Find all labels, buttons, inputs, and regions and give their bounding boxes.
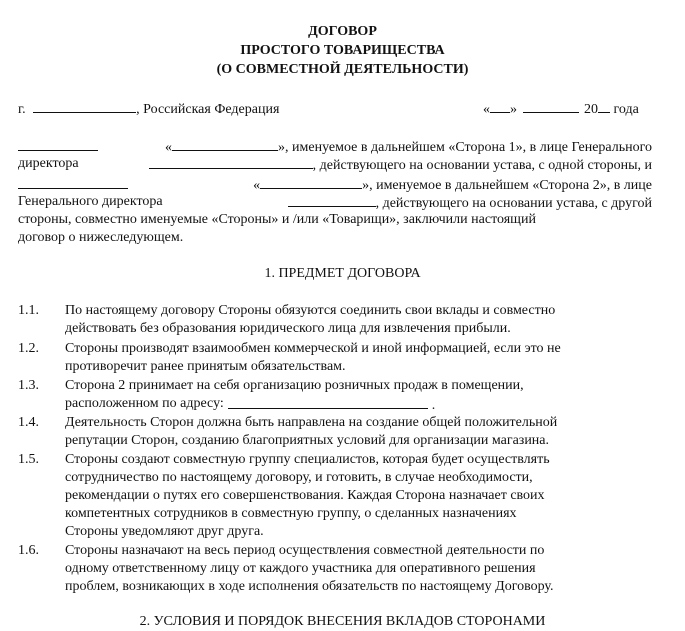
place-line — [18, 99, 279, 119]
preamble-text: стороны, совместно именуемые «Стороны» и /или «Товарищи», заключили настоящий — [18, 212, 536, 227]
address-blank — [228, 395, 428, 409]
preamble-text: директора — [18, 156, 79, 171]
clause-line — [65, 542, 651, 560]
doc-title-line3: (О СОВМЕСТНОЙ ДЕЯТЕЛЬНОСТИ) — [216, 62, 469, 77]
clause-text: . — [431, 398, 436, 413]
clause-text: репутации Сторон, созданию благоприятных условий для организации магазина. — [65, 433, 550, 448]
date-line — [483, 99, 639, 119]
clause-line — [65, 560, 651, 578]
year-suffix: года — [613, 102, 639, 117]
clause-line — [65, 340, 651, 358]
party1-director-blank — [149, 155, 313, 169]
clause-line — [65, 414, 651, 432]
preamble-line-1 — [18, 137, 652, 157]
clause-number: 1.3. — [18, 378, 39, 393]
clause-number: 1.6. — [18, 543, 39, 558]
clause-text: Деятельность Сторон должна быть направлена на создание общей положительной — [65, 415, 558, 430]
clause-line — [65, 487, 651, 505]
clause-line — [65, 469, 651, 487]
party2-director-blank — [288, 193, 376, 207]
clause-text: расположенном по адресу: — [65, 396, 224, 411]
clause-number: 1.4. — [18, 415, 39, 430]
party1-name-blank — [18, 137, 98, 151]
clause-text: сотрудничество по настоящему договору, и готовить, в случае необходимости, — [65, 470, 533, 485]
clause-line — [65, 320, 651, 338]
clause-text: Стороны назначают на весь период осуществления совместной деятельности по — [65, 543, 545, 558]
clause-line — [65, 505, 651, 523]
clause-line — [65, 432, 651, 450]
doc-title-line2: ПРОСТОГО ТОВАРИЩЕСТВА — [240, 43, 445, 58]
clause-number: 1.1. — [18, 303, 39, 318]
year-blank — [598, 99, 610, 113]
section-heading-2: 2. УСЛОВИЯ И ПОРЯДОК ВНЕСЕНИЯ ВКЛАДОВ СТОРОНАМИ — [139, 614, 546, 629]
clause-text: Стороны уведомляют друг друга. — [65, 524, 264, 539]
city-blank — [33, 99, 136, 113]
preamble-line-6: договор о нижеследующем. — [18, 230, 184, 245]
clause-line — [65, 523, 651, 541]
clause-text: компетентных сотрудников в совместную группу, о сделанных назначениях — [65, 506, 517, 521]
doc-title-line1: ДОГОВОР — [308, 24, 377, 39]
preamble-text: , действующего на основании устава, с одной стороны, и — [312, 158, 652, 173]
party1-org-blank — [172, 137, 278, 151]
clause-number: 1.2. — [18, 341, 39, 356]
clause-number: 1.5. — [18, 452, 39, 467]
preamble-text: Генерального директора — [18, 194, 163, 209]
clause-text: рекомендации о путях его совершенствования. Каждая Сторона назначает своих — [65, 488, 545, 503]
preamble-text: , действующего на основании устава, с другой — [375, 196, 652, 211]
date-quote-close: » — [510, 102, 517, 117]
month-blank — [523, 99, 579, 113]
date-quote-open: « — [483, 102, 490, 117]
clause-line — [65, 578, 651, 596]
clause-text: Сторона 2 принимает на себя организацию розничных продаж в помещении, — [65, 378, 524, 393]
party2-name-blank — [18, 175, 128, 189]
clause-text: противоречит ранее принятым обязательствам. — [65, 359, 346, 374]
clause-text: Стороны создают совместную группу специалистов, которая будет осуществлять — [65, 452, 550, 467]
preamble-line-5 — [18, 211, 652, 229]
section-heading-1: 1. ПРЕДМЕТ ДОГОВОРА — [264, 266, 421, 281]
clause-text: действовать без образования юридического лица для извлечения прибыли. — [65, 321, 511, 336]
preamble-line-2 — [18, 155, 652, 175]
clause-line — [65, 451, 651, 469]
clause-text: одному ответственному лицу от каждого участника для оперативного решения — [65, 561, 536, 576]
clause-line — [65, 395, 651, 415]
clause-line — [65, 377, 651, 395]
country-text: , Российская Федерация — [136, 102, 280, 117]
clause-text: По настоящему договору Стороны обязуются соединить свои вклады и совместно — [65, 303, 556, 318]
preamble-text: « — [253, 178, 261, 193]
clause-text: Стороны производят взаимообмен коммерческой и иной информацией, если это не — [65, 341, 561, 356]
day-blank — [490, 99, 510, 113]
preamble-text: « — [165, 140, 173, 155]
preamble-text: », именуемое в дальнейшем «Сторона 2», в лице — [362, 178, 652, 193]
city-prefix: г. — [18, 102, 26, 117]
clause-line — [65, 302, 651, 320]
preamble-text: », именуемое в дальнейшем «Сторона 1», в лице Генерального — [278, 140, 652, 155]
preamble-line-3 — [18, 175, 652, 195]
year-prefix: 20 — [584, 102, 598, 117]
preamble-line-4 — [18, 193, 652, 213]
party2-org-blank — [260, 175, 362, 189]
clause-line — [65, 358, 651, 376]
clause-text: проблем, возникающих в ходе исполнения обязательств по настоящему Договору. — [65, 579, 554, 594]
